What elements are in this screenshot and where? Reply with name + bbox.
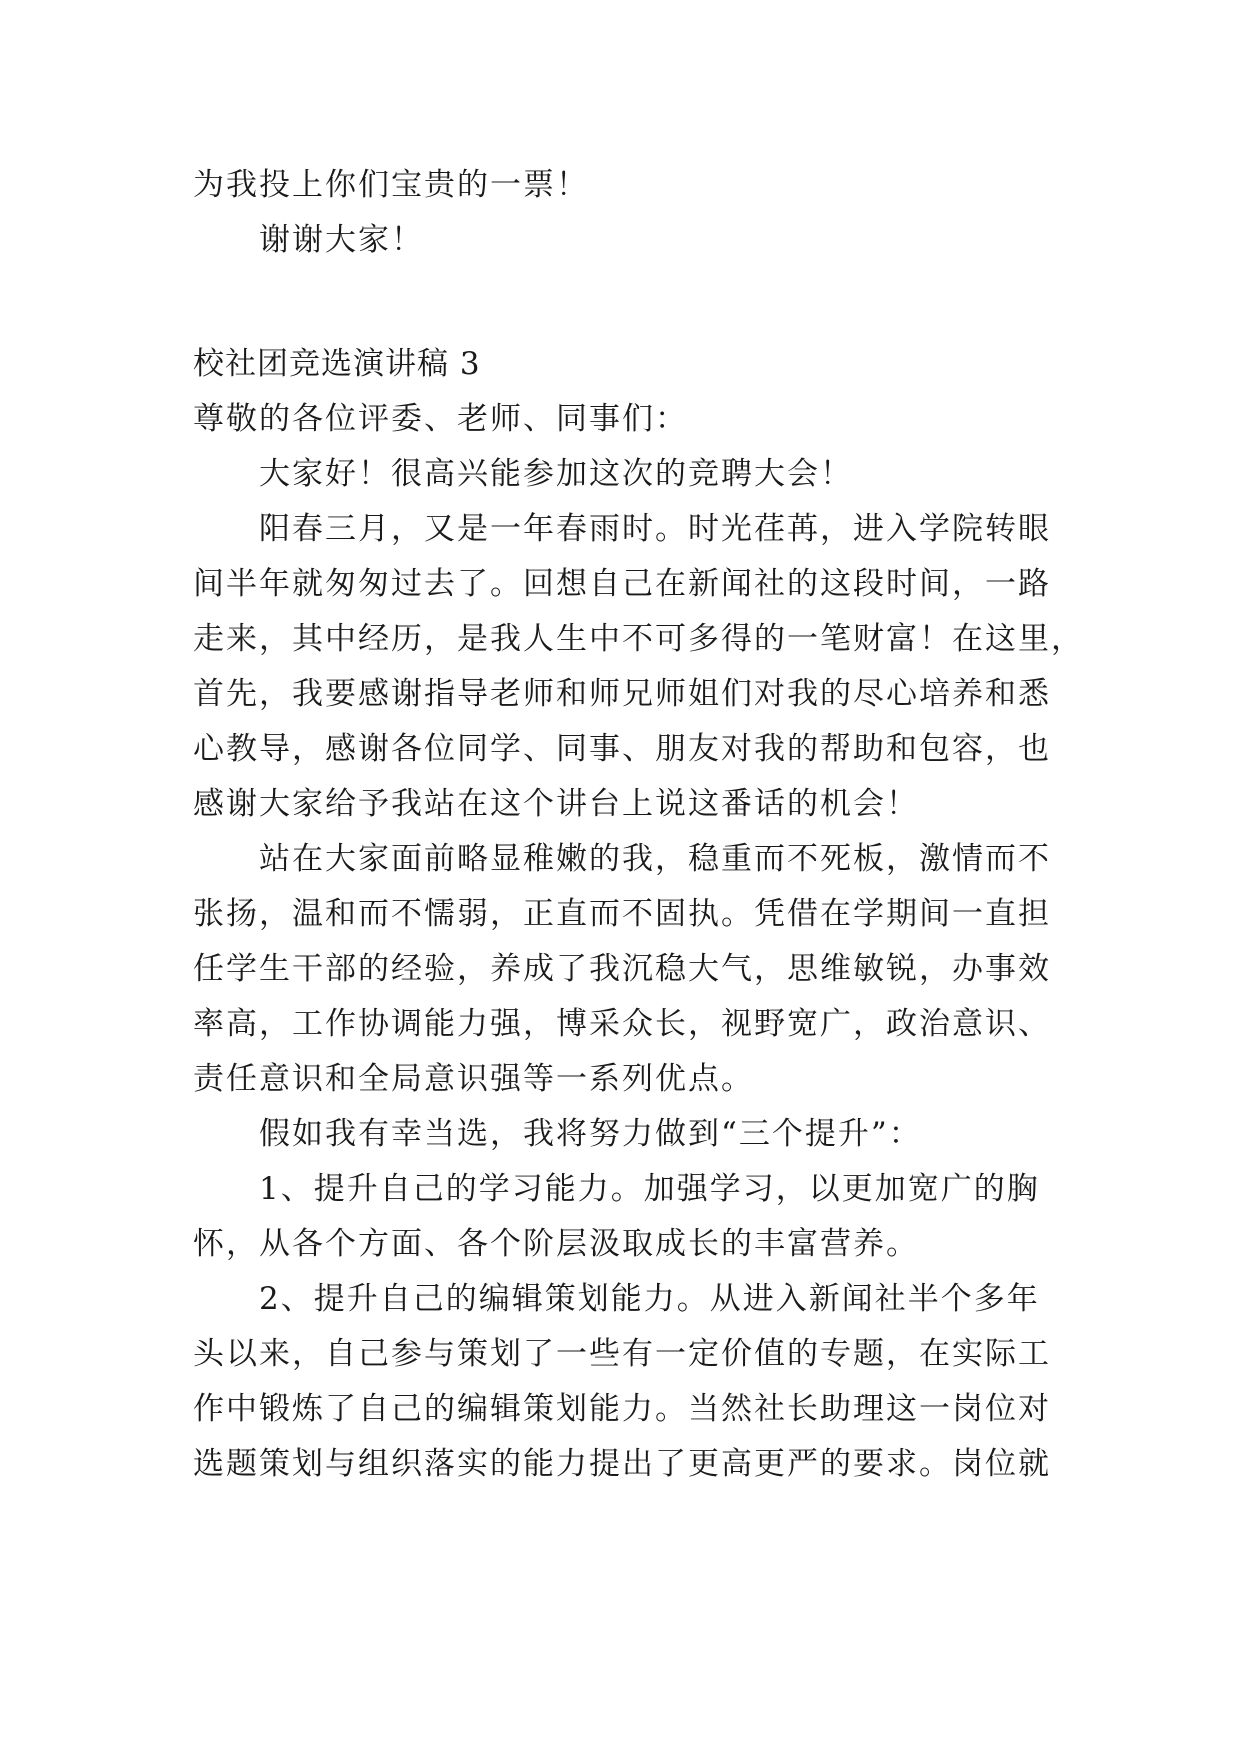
paragraph-line: 大家好！很高兴能参加这次的竞聘大会！ (259, 456, 853, 492)
paragraph (193, 447, 1053, 502)
paragraph-line: 作中锻炼了自己的编辑策划能力。当然社长助理这一岗位对 (193, 1391, 1051, 1427)
paragraph-line: 心教导，感谢各位同学、同事、朋友对我的帮助和包容，也 (193, 731, 1051, 767)
paragraph-line: 张扬，温和而不懦弱，正直而不固执。凭借在学期间一直担 (193, 896, 1051, 932)
paragraph-line: 2、提升自己的编辑策划能力。从进入新闻社半个多年 (259, 1281, 1040, 1317)
paragraph-line: 1、提升自己的学习能力。加强学习，以更加宽广的胸 (259, 1171, 1040, 1207)
paragraph-line: 间半年就匆匆过去了。回想自己在新闻社的这段时间，一路 (193, 566, 1051, 602)
paragraph (193, 832, 1053, 1107)
paragraph (193, 502, 1084, 832)
paragraph (193, 1272, 1053, 1492)
section-title: 校社团竞选演讲稿 3 (193, 346, 481, 382)
paragraph-line: 责任意识和全局意识强等一系列优点。 (193, 1061, 754, 1097)
paragraph-line: 阳春三月，又是一年春雨时。时光荏苒，进入学院转眼 (259, 511, 1051, 547)
paragraph-line: 任学生干部的经验，养成了我沉稳大气，思维敏锐，办事效 (193, 951, 1051, 987)
paragraph-line: 假如我有幸当选，我将努力做到“三个提升”： (259, 1116, 922, 1152)
section-gap (193, 268, 1053, 337)
paragraph (193, 1162, 1053, 1272)
paragraph (193, 1107, 1053, 1162)
paragraph-line: 率高，工作协调能力强，博采众长，视野宽广，政治意识、 (193, 1006, 1051, 1042)
paragraph-line: 头以来，自己参与策划了一些有一定价值的专题，在实际工 (193, 1336, 1051, 1372)
paragraph-line: 选题策划与组织落实的能力提出了更高更严的要求。岗位就 (193, 1446, 1051, 1482)
paragraph-line: 首先，我要感谢指导老师和师兄师姐们对我的尽心培养和悉 (193, 676, 1051, 712)
intro-line-vote: 为我投上你们宝贵的一票！ (193, 167, 589, 203)
paragraph-line: 怀，从各个方面、各个阶层汲取成长的丰富营养。 (193, 1226, 919, 1262)
paragraph-line: 走来，其中经历，是我人生中不可多得的一笔财富！在这里， (193, 621, 1084, 657)
intro-line-thanks: 谢谢大家！ (259, 222, 424, 258)
paragraph-line: 感谢大家给予我站在这个讲台上说这番话的机会！ (193, 786, 919, 822)
document-body (193, 158, 1084, 1492)
salutation: 尊敬的各位评委、老师、同事们： (193, 401, 688, 437)
paragraph-line: 站在大家面前略显稚嫩的我，稳重而不死板，激情而不 (259, 841, 1051, 877)
